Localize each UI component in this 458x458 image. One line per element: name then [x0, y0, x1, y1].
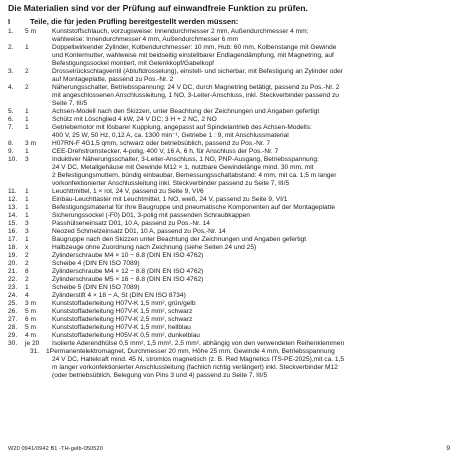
- item-description: Zylinderstift 4 × 18 − A, St (DIN EN ISO 8734): [52, 292, 186, 299]
- item-number: 14.: [8, 212, 18, 219]
- item-description: Kunststoffschlauch, vorzugsweise: Innendurchmesser 2 mm, Außendurchmesser 4 mm;: [52, 28, 309, 35]
- item-number: 10.: [8, 156, 18, 163]
- item-description: Leuchttmittel, 1 × rot, 24 V, passend zu Seite 9, VI/6: [52, 188, 204, 195]
- item-description: Scheibe 4 (DIN EN ISO 7089): [52, 260, 140, 267]
- item-quantity: [25, 132, 52, 140]
- list-item: [8, 340, 450, 348]
- item-quantity: 2: [25, 68, 29, 75]
- item-description: Drosselrückschlagventil (Abluftdrosselung), einstell- und sicherbar, mit Befestigung an Zylinder oder: [52, 68, 343, 75]
- item-number: 31.: [30, 348, 40, 355]
- item-description: vorkonfektionierter Anschlussleitung inkl. Steckverbinder passend zu Seite 7, III/5: [52, 180, 290, 187]
- item-quantity: 2: [25, 252, 29, 259]
- item-number: 12.: [8, 196, 18, 203]
- section-number: I: [8, 17, 11, 26]
- item-quantity: [25, 100, 52, 108]
- list-item-continuation: [8, 36, 450, 44]
- list-item: [8, 84, 450, 92]
- item-number: 24.: [8, 292, 18, 299]
- item-description: Kunststoffaderleitung H07V-K 2,5 mm², schwarz: [52, 316, 193, 323]
- section-title: Teile, die für jeden Prüfling bereitgestellt werden müssen:: [30, 17, 239, 26]
- item-number: [8, 172, 25, 180]
- list-item-continuation: [8, 92, 450, 100]
- item-number: [8, 36, 25, 44]
- item-quantity: 3: [25, 156, 29, 163]
- item-description: H07RN-F 4G1,5 qmm, schwarz oder betriebsüblich, passend zu Pos.-Nr. 7: [52, 140, 271, 147]
- list-item: [8, 156, 450, 164]
- item-quantity: 2: [25, 276, 29, 283]
- list-item: [8, 276, 450, 284]
- item-description: mit angeschlossenen Anschlussleitung, 1 NO, 3-Leiter-Anschluss, inkl. Steckverbinder passend zu: [52, 92, 339, 99]
- item-description: Schütz mit Löschglied 4 kW, 24 V DC; 3 H + 2 NC, 2 NO: [52, 116, 217, 123]
- item-description: Kunststoffaderleitung H05V-K 0,5 mm², dunkelblau: [52, 332, 200, 339]
- list-item: [8, 324, 450, 332]
- list-item: [8, 348, 450, 356]
- list-item: [8, 116, 450, 124]
- list-item-continuation: [8, 172, 450, 180]
- item-number: 9.: [8, 148, 14, 155]
- item-quantity: 2: [25, 260, 29, 267]
- item-quantity: 3: [25, 228, 29, 235]
- item-number: 15.: [8, 220, 18, 227]
- item-number: 29.: [8, 332, 18, 339]
- list-item: [8, 268, 450, 276]
- item-quantity: [25, 164, 52, 172]
- item-quantity: 6 m: [25, 316, 36, 323]
- item-description: 2 Befestigungsmuttern, bündig einbaubar, Bemessungsschaltabstand: 4 mm, mit ca. 1,5 m langer: [52, 172, 337, 179]
- item-quantity: 1: [25, 204, 29, 211]
- item-quantity: 5 m: [25, 308, 36, 315]
- list-item: [8, 124, 450, 132]
- item-number: 7.: [8, 124, 14, 131]
- item-description: und Kontermutter, wahlweise mit beidseitig einstellbarer Endlagendämpfung, mit Magnetring, auf: [52, 52, 334, 59]
- item-number: 4.: [8, 84, 14, 91]
- list-item-continuation: [8, 76, 450, 84]
- item-number: 5.: [8, 108, 14, 115]
- list-item: [8, 220, 450, 228]
- item-description: Neozed Schmelzeinsatz D01, 10 A, passend zu Pos.-Nr. 14: [52, 228, 226, 235]
- item-description: Kunststoffaderleitung H07V-K 1,5 mm², hellblau: [52, 324, 191, 331]
- item-number: [8, 76, 25, 84]
- list-item: [8, 244, 450, 252]
- item-description: Zylinderschraube M5 × 16 − 8.8 (DIN EN ISO 4762): [52, 276, 204, 283]
- page-number: 9: [446, 445, 450, 452]
- item-quantity: 1: [25, 44, 29, 51]
- item-description: Doppeltwirkender Zylinder, Kolbendurchmesser: 10 mm, Hub: 60 mm, Kolbenstange mit Gewinde: [52, 44, 337, 51]
- item-number: 8.: [8, 140, 14, 147]
- item-quantity: 4 m: [25, 332, 36, 339]
- parts-list: [8, 28, 450, 380]
- list-item-continuation: [8, 356, 450, 364]
- item-description: 1Permanentelektromagnet, Durchmesser 20 mm, Höhe 25 mm, Gewinde 4 mm, Betriebsspannung: [46, 348, 335, 355]
- list-item: [8, 308, 450, 316]
- item-quantity: 3 m: [25, 300, 36, 307]
- list-item-continuation: [8, 60, 450, 68]
- item-number: [8, 60, 25, 68]
- item-quantity: x: [25, 244, 29, 251]
- list-item: [8, 332, 450, 340]
- item-description: CEE-Drehstromstecker, 4-polig, 400 V, 16 A, 6 h, für Anschluss der Pos.-Nr. 7: [52, 148, 279, 155]
- list-item-continuation: [8, 372, 450, 380]
- list-item-continuation: [8, 364, 450, 372]
- item-number: 6.: [8, 116, 14, 123]
- item-number: 21.: [8, 268, 18, 275]
- list-item-continuation: [8, 164, 450, 172]
- item-number: [8, 52, 25, 60]
- list-item: [8, 212, 450, 220]
- item-quantity: 3: [25, 220, 29, 227]
- item-number: [8, 100, 25, 108]
- item-number: [30, 364, 46, 372]
- item-quantity: 1: [25, 212, 29, 219]
- list-item: [8, 68, 450, 76]
- list-item: [8, 236, 450, 244]
- item-quantity: [25, 172, 52, 180]
- item-description: Kunststoffaderleitung H07V-K 1,5 mm², grün/gelb: [52, 300, 196, 307]
- list-item: [8, 140, 450, 148]
- item-description: (oder betriebsüblich, Belegung von Pins 3 und 4) passend zu Seite 7, III/5: [52, 372, 268, 379]
- list-item-continuation: [8, 132, 450, 140]
- list-item: [8, 228, 450, 236]
- indent-spacer: [8, 372, 30, 380]
- item-number: 26.: [8, 308, 18, 315]
- item-quantity: 1: [25, 116, 29, 123]
- item-number: [8, 180, 25, 188]
- item-number: 18.: [8, 244, 18, 251]
- item-number: [8, 164, 25, 172]
- item-description: Sicherungssockel (-F0) D01, 3-polig mit passenden Schraubkappen: [52, 212, 250, 219]
- item-description: wahlweise: Innendurchmesser 4 mm, Außendurchmesser 6 mm: [52, 36, 239, 43]
- item-number: 30.: [8, 340, 18, 347]
- list-item: [8, 188, 450, 196]
- list-item: [8, 316, 450, 324]
- item-quantity: 1: [25, 108, 29, 115]
- indent-spacer: [8, 348, 30, 356]
- item-number: 19.: [8, 252, 18, 259]
- item-description: Baugruppe nach den Skizzen unter Beachtung der Zeichnungen und Angaben gefertigt: [52, 236, 307, 243]
- item-number: 11.: [8, 188, 17, 195]
- list-item: [8, 284, 450, 292]
- item-number: 27.: [8, 316, 18, 323]
- list-item: [8, 292, 450, 300]
- list-item: [8, 28, 450, 36]
- item-number: [30, 372, 46, 380]
- item-description: Befestigungssockel montiert, mit Gelenkkopf/Gabelkopf: [52, 60, 214, 67]
- item-number: 22.: [8, 276, 18, 283]
- item-number: 23.: [8, 284, 18, 291]
- item-quantity: 8: [25, 268, 29, 275]
- item-description: Näherungsschalter, Betriebsspannung: 24 V DC, durch Magnetring betätigt, passend zu Pos.-Nr. 2: [52, 84, 340, 91]
- item-number: 1.: [8, 28, 14, 35]
- item-quantity: [25, 92, 52, 100]
- item-quantity: 2: [25, 84, 29, 91]
- list-item: [8, 260, 450, 268]
- item-number: 13.: [8, 204, 18, 211]
- item-quantity: 1: [25, 284, 29, 291]
- section-header: [8, 17, 448, 26]
- list-item-continuation: [8, 180, 450, 188]
- list-item: [8, 252, 450, 260]
- item-quantity: 1: [25, 124, 29, 131]
- item-number: [30, 356, 46, 364]
- item-number: 2.: [8, 44, 14, 51]
- item-quantity: [25, 60, 52, 68]
- item-quantity: je 20: [25, 340, 40, 347]
- item-description: 24 V DC, Haltekraft mind. 45 N, stromlos magnetisch (z. B. Red Magnetics ITS-PE-2025),mit ca. 1,5: [52, 356, 345, 363]
- item-number: [8, 92, 25, 100]
- list-item-continuation: [8, 52, 450, 60]
- item-quantity: 5 m: [25, 324, 36, 331]
- footer-code: W20 0941/0942 B1 -TH-gelb-050520: [8, 446, 103, 452]
- item-description: Kunststoffaderleitung H07V-K 1,5 mm², schwarz: [52, 308, 193, 315]
- item-description: Scheibe 5 (DIN EN ISO 7089): [52, 284, 140, 291]
- item-quantity: 4: [25, 292, 29, 299]
- item-description: Seite 7, III/5: [52, 100, 88, 107]
- item-number: 28.: [8, 324, 18, 331]
- item-description: 24 V DC, Metallgehäuse mit Gewinde M12 × 1, nutzbare Gewindelänge mind. 30 mm, mit: [52, 164, 314, 171]
- item-quantity: 1: [25, 196, 29, 203]
- item-quantity: 1: [25, 236, 29, 243]
- item-quantity: 1: [25, 148, 29, 155]
- list-item: [8, 44, 450, 52]
- list-item: [8, 196, 450, 204]
- item-quantity: 1: [25, 188, 29, 195]
- list-item: [8, 204, 450, 212]
- list-item: [8, 148, 450, 156]
- item-description: Induktiver Näherungsschalter, 3-Leiter-Anschluss, 1 NO, PNP-Ausgang, Betriebsspannung:: [52, 156, 319, 163]
- item-number: 17.: [8, 236, 18, 243]
- indent-spacer: [8, 356, 30, 364]
- item-description: Getriebemotor mit lösbarer Kupplung, angepasst auf Spindelantrieb des Achsen-Modells:: [52, 124, 312, 131]
- item-number: 25.: [8, 300, 18, 307]
- page-heading: Die Materialien sind vor der Prüfung auf einwandfreie Funktion zu prüfen.: [8, 3, 308, 13]
- item-number: 20.: [8, 260, 18, 267]
- item-description: 400 V, 25 W, 50 Hz, 0,12 A, ca. 1300 min⁻¹, Getriebe 1 : 9, mit Anschlussmaterial: [52, 132, 289, 139]
- list-item: [8, 300, 450, 308]
- item-description: Isolierte Aderendhülse 0,5 mm², 1,5 mm², 2,5 mm², abhängig von den verwendeten Reihenklemmen: [52, 340, 345, 347]
- item-description: Passhülseneinsatz D01, 10 A, passend zu Pos.-Nr. 14: [52, 220, 210, 227]
- item-number: 16.: [8, 228, 18, 235]
- list-item-continuation: [8, 100, 450, 108]
- item-number: 3.: [8, 68, 14, 75]
- item-description: Halbzeuge ohne Zuordnung nach Zeichnung (siehe Seiten 24 und 25): [52, 244, 257, 251]
- item-description: Achsen-Modell nach den Skizzen, unter Beachtung der Zeichnungen und Angaben gefertigt: [52, 108, 320, 115]
- item-quantity: 5 m: [25, 28, 36, 35]
- item-description: auf Montageplatte, passend zu Pos.-Nr. 2: [52, 76, 174, 83]
- item-description: Befestigungsmaterial für Ihre Baugruppe und pneumatische Komponenten auf der Montageplatte: [52, 204, 335, 211]
- item-description: Einbau-Leuchttaster mit Leuchtmittel, 1 NO, weiß, 24 V, passend zu Seite 9, VI/1: [52, 196, 288, 203]
- item-quantity: 3 m: [25, 140, 36, 147]
- item-quantity: [25, 52, 52, 60]
- list-item: [8, 108, 450, 116]
- item-number: [8, 132, 25, 140]
- indent-spacer: [8, 364, 30, 372]
- item-quantity: [25, 76, 52, 84]
- item-description: Zylinderschraube M4 × 12 − 8.8 (DIN EN ISO 4762): [52, 268, 204, 275]
- item-quantity: [25, 36, 52, 44]
- item-description: m langer vorkonfektionierter Anschlussleitung (fachlich richtig verlängert) inkl. Steckverbinder M12: [52, 364, 338, 371]
- item-quantity: [25, 180, 52, 188]
- item-description: Zylinderschraube M4 × 10 − 8.8 (DIN EN ISO 4762): [52, 252, 204, 259]
